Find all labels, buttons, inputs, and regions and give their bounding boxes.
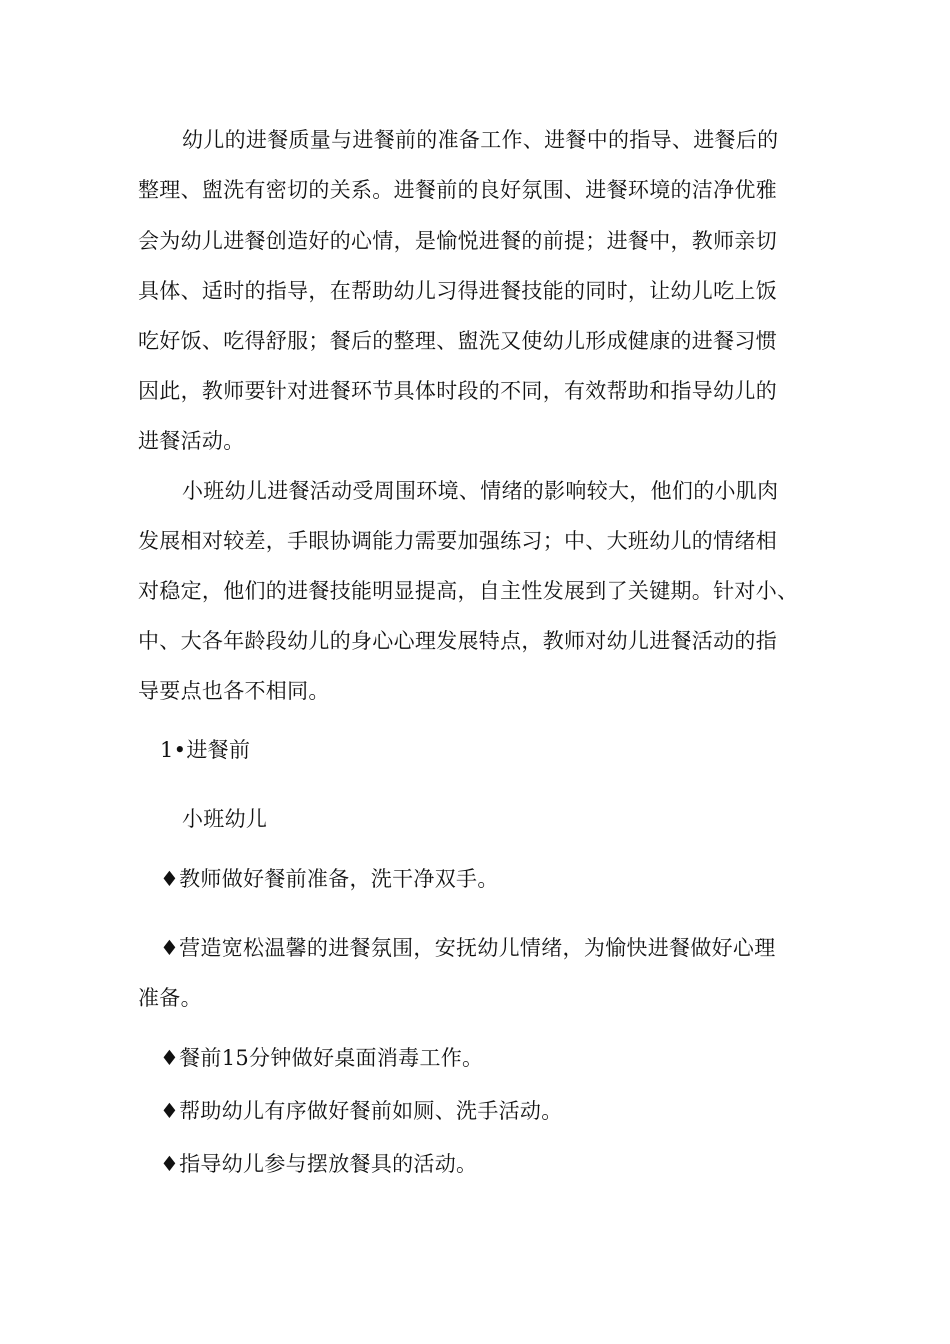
subsection-heading: 小班幼儿 — [182, 807, 268, 831]
bullet-item-3: ♦餐前15分钟做好桌面消毒工作。 — [160, 1046, 484, 1070]
bullet-item-5: ♦指导幼儿参与摆放餐具的活动。 — [160, 1152, 478, 1176]
paragraph1-line-5: 吃好饭、吃得舒服；餐后的整理、盥洗又使幼儿形成健康的进餐习惯 — [138, 329, 777, 353]
paragraph2-line-2: 发展相对较差，手眼协调能力需要加强练习；中、大班幼儿的情绪相 — [138, 529, 777, 553]
paragraph2-line-3: 对稳定，他们的进餐技能明显提高，自主性发展到了关键期。针对小、 — [138, 579, 799, 603]
paragraph1-line-7: 进餐活动。 — [138, 429, 245, 453]
paragraph1-line-2: 整理、盥洗有密切的关系。进餐前的良好氛围、进餐环境的洁净优雅 — [138, 178, 777, 202]
paragraph1-line-4: 具体、适时的指导，在帮助幼儿习得进餐技能的同时，让幼儿吃上饭 — [138, 279, 777, 303]
section-heading: 1•进餐前 — [160, 738, 251, 762]
paragraph1-line-3: 会为幼儿进餐创造好的心情，是愉悦进餐的前提；进餐中，教师亲切 — [138, 229, 777, 253]
paragraph1-line-1: 幼儿的进餐质量与进餐前的准备工作、进餐中的指导、进餐后的 — [182, 128, 779, 152]
bullet-item-2: ♦营造宽松温馨的进餐氛围，安抚幼儿情绪，为愉快进餐做好心理 — [160, 936, 776, 960]
paragraph2-line-4: 中、大各年龄段幼儿的身心心理发展特点，教师对幼儿进餐活动的指 — [138, 629, 777, 653]
bullet-item-4: ♦帮助幼儿有序做好餐前如厕、洗手活动。 — [160, 1099, 563, 1123]
bullet-item-2-continuation: 准备。 — [138, 986, 202, 1010]
paragraph2-line-5: 导要点也各不相同。 — [138, 679, 330, 703]
bullet-item-1: ♦教师做好餐前准备，洗干净双手。 — [160, 867, 499, 891]
paragraph2-line-1: 小班幼儿进餐活动受周围环境、情绪的影响较大，他们的小肌肉 — [182, 479, 779, 503]
paragraph1-line-6: 因此，教师要针对进餐环节具体时段的不同，有效帮助和指导幼儿的 — [138, 379, 777, 403]
